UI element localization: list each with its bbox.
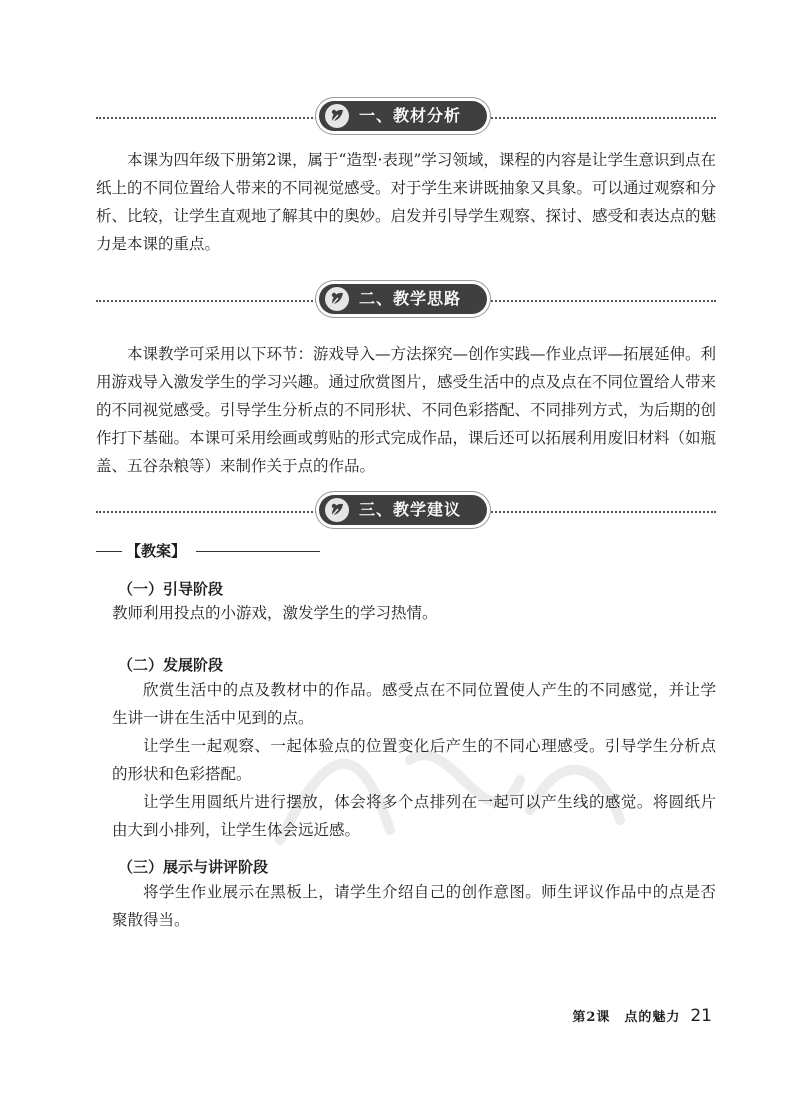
lesson-title: 第2课 点的魅力 bbox=[572, 1010, 681, 1025]
section-header-analysis bbox=[96, 98, 716, 138]
leaf-icon bbox=[325, 104, 349, 128]
stage-heading: （二）发展阶段 bbox=[118, 656, 224, 674]
stage-text: 欣赏生活中的点及教材中的作品。感受点在不同位置使人产生的不同感觉，并让学生讲一讲在生活中见到的点。 bbox=[112, 681, 716, 727]
section-title-badge bbox=[319, 284, 487, 314]
label-rule-left bbox=[96, 551, 122, 552]
stage-text: 让学生用圆纸片进行摆放，体会将多个点排列在一起可以产生线的感觉。将圆纸片由大到小排列，让学生体会远近感。 bbox=[112, 793, 716, 839]
section-header-suggestions bbox=[96, 492, 716, 532]
paragraph-analysis: 本课为四年级下册第2课，属于“造型·表现”学习领域，课程的内容是让学生意识到点在纸上的不同位置给人带来的不同视觉感受。对于学生来讲既抽象又具象。可以通过观察和分析、比较，让学生直观地了解其中的奥妙。启发并引导学生观察、探讨、感受和表达点的魅力是本课的重点。 bbox=[96, 151, 717, 253]
stage-text: 教师利用投点的小游戏，激发学生的学习热情。 bbox=[112, 604, 438, 622]
stage-heading: （三）展示与讲评阶段 bbox=[118, 858, 269, 876]
section-header-approach bbox=[96, 281, 716, 321]
section-title: 二、教学思路 bbox=[359, 289, 462, 308]
stage-text: 将学生作业展示在黑板上，请学生介绍自己的创作意图。师生评议作品中的点是否聚散得当。 bbox=[112, 883, 716, 929]
section-title: 三、教学建议 bbox=[359, 500, 462, 519]
leaf-icon bbox=[325, 287, 349, 311]
lesson-plan-label bbox=[96, 540, 326, 562]
section-title-badge bbox=[319, 495, 487, 525]
page-number: 21 bbox=[690, 1006, 712, 1026]
section-title: 一、教材分析 bbox=[359, 106, 462, 125]
paragraph-approach: 本课教学可采用以下环节：游戏导入—方法探究—创作实践—作业点评—拓展延伸。利用游戏导入激发学生的学习兴趣。通过欣赏图片，感受生活中的点及点在不同位置给人带来的不同视觉感受。引导学生分析点的不同形状、不同色彩搭配、不同排列方式，为后期的创作打下基础。本课可采用绘画或剪贴的形式完成作品，课后还可以拓展利用废旧材料（如瓶盖、五谷杂粮等）来制作关于点的作品。 bbox=[96, 345, 717, 475]
stage-heading: （一）引导阶段 bbox=[118, 580, 224, 598]
section-title-badge bbox=[319, 101, 487, 131]
leaf-icon bbox=[325, 498, 349, 522]
page-footer bbox=[572, 1006, 712, 1026]
watermark-graphic bbox=[270, 720, 630, 860]
label-rule-right bbox=[196, 551, 320, 552]
stage-text: 让学生一起观察、一起体验点的位置变化后产生的不同心理感受。引导学生分析点的形状和色彩搭配。 bbox=[112, 737, 716, 783]
lesson-plan-title: 【教案】 bbox=[126, 542, 187, 560]
